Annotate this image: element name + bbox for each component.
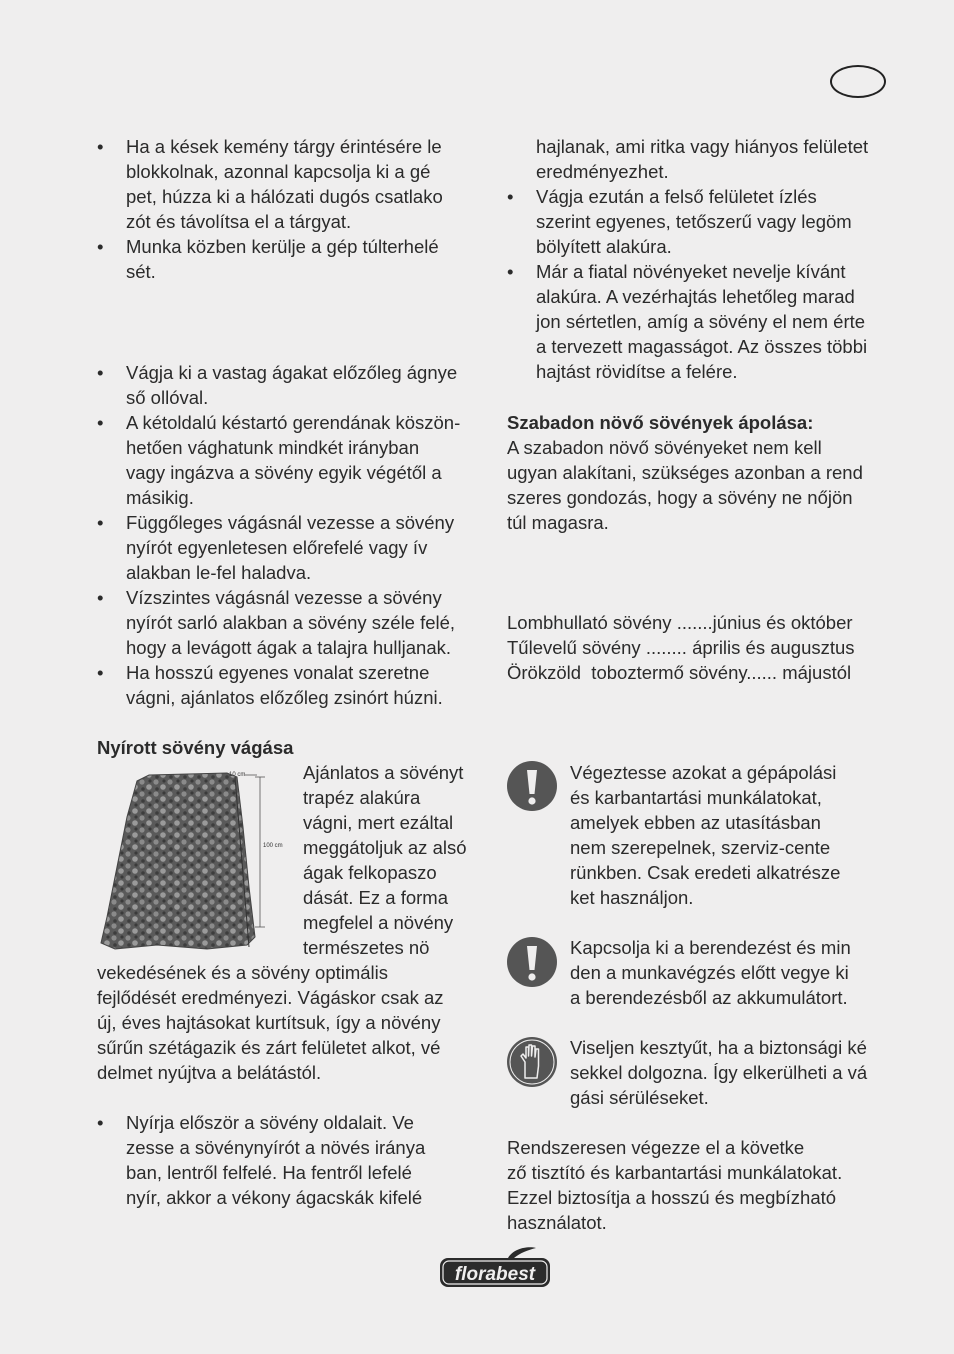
text-line: • Ha hosszú egyenes vonalat szeretne	[126, 662, 430, 683]
text-line: • Már a fiatal növényeket nevelje kívánt	[536, 261, 846, 282]
text-line: fejlődését eredményezi. Vágáskor csak az	[97, 987, 444, 1008]
maintenance-text	[507, 1135, 907, 1235]
text-line: ban, lentről felfelé. Ha fentről lefelé	[126, 1162, 412, 1183]
trim-beside-text	[303, 760, 503, 960]
notice-text	[570, 1035, 867, 1110]
hedge-trapezoid-figure	[97, 767, 297, 953]
text-line: A szabadon növő sövényeket nem kell	[507, 437, 822, 458]
text-line: gási sérüléseket.	[570, 1087, 709, 1108]
text-line: sűrűn szétágazik és zárt felületet alkot, vé	[97, 1037, 441, 1058]
language-badge-oval	[830, 65, 886, 98]
text-line: hogy a levágott ágak a talajra hulljanak.	[126, 637, 451, 658]
schedule-line: Örökzöld toboztermő sövény...... májustól	[507, 662, 852, 683]
text-line: ső ollóval.	[126, 387, 209, 408]
bullet-item	[507, 184, 907, 259]
text-line: természetes nö	[303, 937, 430, 958]
text-line: nyír, akkor a vékony ágacskák kifelé	[126, 1187, 423, 1208]
notice-text	[570, 760, 840, 910]
right-top-section	[507, 134, 907, 384]
figure-label-top: 10 cm	[229, 772, 246, 778]
text-line: rünkben. Csak eredeti alkatrésze	[570, 862, 841, 883]
text-line: sét.	[126, 261, 156, 282]
text-line: bölyített alakúra.	[536, 236, 672, 257]
text-line: vágni, mert ezáltal	[303, 812, 454, 833]
text-line: blokkolnak, azonnal kapcsolja ki a gé	[126, 161, 431, 182]
free-hedge-heading: Szabadon növő sövények ápolása:	[507, 412, 814, 433]
text-line: • Vágja ezután a felső felületet ízlés	[536, 186, 817, 207]
text-line: használatot.	[507, 1212, 607, 1233]
bullet-item	[97, 234, 497, 284]
text-line: amelyek ebben az utasításban	[570, 812, 821, 833]
text-line: Kapcsolja ki a berendezést és min	[570, 937, 851, 958]
glove-icon	[506, 1036, 558, 1088]
text-line: hetően vághatunk mindkét irányban	[126, 437, 420, 458]
text-line: • Vízszintes vágásnál vezesse a sövény	[126, 587, 442, 608]
text-line: • A kétoldalú késtartó gerendának köszön-	[126, 412, 461, 433]
free-hedge-section	[507, 410, 907, 535]
text-line: ző tisztító és karbantartási munkálatokat.	[507, 1162, 843, 1183]
exclamation-icon	[506, 760, 558, 812]
text-line: ugyan alakítani, szükséges azonban a rend	[507, 462, 863, 483]
bullet-item	[97, 410, 497, 510]
text-line: Ezzel biztosítja a hosszú és megbízható	[507, 1187, 837, 1208]
left-top-bullets	[97, 134, 497, 284]
bullet-item	[97, 585, 497, 660]
text-line: delmet nyújtva a belátástól.	[97, 1062, 322, 1083]
text-line: Rendszeresen végezze el a követke	[507, 1137, 805, 1158]
text-line: a tervezett magasságot. Az összes többi	[536, 336, 868, 357]
text-line: ágak felkopaszo	[303, 862, 437, 883]
text-line: a berendezésből az akkumulátort.	[570, 987, 848, 1008]
text-line: Viseljen kesztyűt, ha a biztonsági ké	[570, 1037, 867, 1058]
text-line: dását. Ez a forma	[303, 887, 448, 908]
exclamation-icon	[506, 936, 558, 988]
text-line: pet, húzza ki a hálózati dugós csatlako	[126, 186, 443, 207]
text-line: másikig.	[126, 487, 194, 508]
text-line: nem szerepelnek, szerviz-cente	[570, 837, 831, 858]
bullet-item	[97, 510, 497, 585]
text-line: vekedésének és a sövény optimális	[97, 962, 389, 983]
text-line: Ajánlatos a sövényt	[303, 762, 464, 783]
text-line: vágni, ajánlatos előzőleg zsinórt húzni.	[126, 687, 443, 708]
text-line: alakban le-fel haladva.	[126, 562, 312, 583]
text-line: vagy ingázva a sövény egyik végétől a	[126, 462, 442, 483]
text-line: jon sértetlen, amíg a sövény el nem érte	[536, 311, 866, 332]
text-line: eredményezhet.	[536, 161, 669, 182]
bullet-item	[97, 360, 497, 410]
text-line: szeres gondozás, hogy a sövény ne nőjön	[507, 487, 853, 508]
schedule-line: Lombhullató sövény .......június és október	[507, 612, 853, 633]
text-line: nyírót egyenletesen előrefelé vagy ív	[126, 537, 428, 558]
trim-bullet	[97, 1110, 497, 1210]
text-line: és karbantartási munkálatokat,	[570, 787, 822, 808]
bullet-item	[507, 259, 907, 384]
text-line: meggátoljuk az alsó	[303, 837, 467, 858]
text-line: trapéz alakúra	[303, 787, 421, 808]
logo-text: florabest	[454, 1264, 536, 1285]
text-line: • Munka közben kerülje a gép túlterhelé	[126, 236, 439, 257]
text-line: szerint egyenes, tetőszerű vagy legöm	[536, 211, 852, 232]
text-line: • Nyírja először a sövény oldalait. Ve	[126, 1112, 414, 1133]
schedule-list	[507, 610, 907, 685]
figure-label-side: 100 cm	[263, 843, 283, 849]
text-line: megfelel a növény	[303, 912, 454, 933]
continuation-text	[507, 134, 907, 184]
trim-below-text	[97, 960, 497, 1085]
notice-text	[570, 935, 851, 1010]
text-line: sekkel dolgozna. Így elkerülheti a vá	[570, 1062, 868, 1083]
bullet-item	[97, 1110, 497, 1210]
text-line: alakúra. A vezérhajtás lehetőleg marad	[536, 286, 855, 307]
text-line: den a munkavégzés előtt vegye ki	[570, 962, 849, 983]
bullet-item	[97, 660, 497, 710]
text-line: zót és távolítsa el a tárgyat.	[126, 211, 352, 232]
text-line: túl magasra.	[507, 512, 609, 533]
florabest-logo	[438, 1246, 552, 1290]
text-line: • Vágja ki a vastag ágakat előzőleg ágnye	[126, 362, 458, 383]
text-line: ket használjon.	[570, 887, 694, 908]
text-line: Végeztesse azokat a gépápolási	[570, 762, 837, 783]
text-line: hajlanak, ami ritka vagy hiányos felületet	[536, 136, 869, 157]
text-line: • Ha a kések kemény tárgy érintésére le	[126, 136, 442, 157]
trim-heading: Nyírott sövény vágása	[97, 737, 294, 758]
bullet-item	[97, 134, 497, 234]
text-line: • Függőleges vágásnál vezesse a sövény	[126, 512, 455, 533]
schedule-line: Tűlevelű sövény ........ április és augusztus	[507, 637, 855, 658]
left-mid-bullets	[97, 360, 497, 710]
text-line: új, éves hajtásokat kurtítsuk, így a növény	[97, 1012, 441, 1033]
text-line: nyírót sarló alakban a sövény széle felé,	[126, 612, 456, 633]
text-line: zesse a sövénynyírót a növés iránya	[126, 1137, 426, 1158]
text-line: hajtást rövidítse a felére.	[536, 361, 738, 382]
